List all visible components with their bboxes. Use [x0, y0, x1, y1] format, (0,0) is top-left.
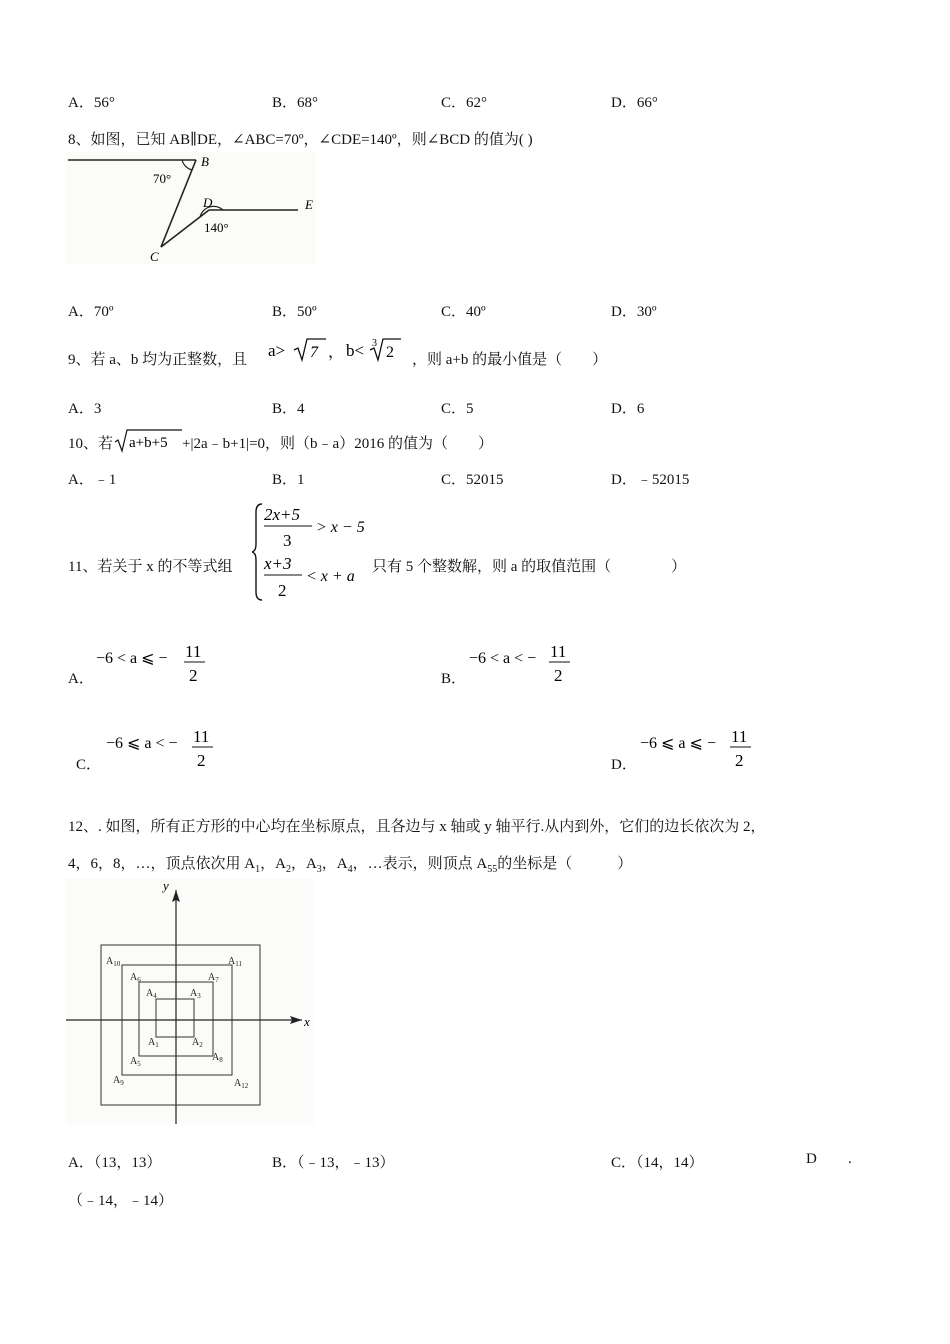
svg-text:2: 2 [197, 751, 206, 770]
q9-option-a: A．3 [68, 401, 102, 417]
q7-option-a: A．56° [68, 95, 115, 111]
q8-option-b: B．50º [272, 304, 317, 320]
q10-suffix: +|2a﹣b+1|=0，则（b﹣a）2016 的值为（ ） [182, 436, 493, 452]
q9-suffix: ，则 a+b 的最小值是（ ） [412, 352, 608, 368]
svg-text:11: 11 [550, 642, 567, 661]
svg-text:11: 11 [731, 727, 748, 746]
q9-condition [268, 334, 410, 366]
label-a8: $A_8$ [212, 1052, 223, 1064]
q8-figure [66, 152, 316, 264]
q10-prefix: 10、若 [68, 436, 114, 452]
svg-text:−6 < a ⩽ −: −6 < a ⩽ − [96, 650, 168, 667]
q11-option-c-letter: C． [76, 757, 102, 773]
q12-option-d-dot: . [848, 1151, 852, 1167]
svg-text:x: x [304, 1014, 310, 1029]
q11-option-a-letter: A． [68, 671, 94, 687]
q10-sqrt [114, 427, 184, 455]
q9-option-b: B．4 [272, 401, 305, 417]
svg-text:< x + a: < x + a [306, 568, 355, 585]
q11-option-b-expr [467, 637, 587, 687]
svg-text:2: 2 [386, 344, 394, 361]
svg-text:3: 3 [372, 338, 377, 349]
label-c: C [150, 249, 159, 264]
q12-option-d-value: （﹣14，﹣14） [68, 1193, 174, 1209]
label-a4: $A_4$ [146, 988, 157, 1000]
label-a2: $A_2$ [192, 1037, 203, 1049]
q11-suffix: 只有 5 个整数解，则 a 的取值范围（ ） [372, 559, 687, 575]
svg-text:7: 7 [310, 344, 318, 361]
label-a3: $A_3$ [190, 988, 201, 1000]
label-e: E [305, 197, 313, 212]
q9-option-d: D．6 [611, 401, 645, 417]
q7-option-d: D．66° [611, 95, 658, 111]
q11-system [252, 500, 372, 604]
q10-option-b: B．1 [272, 472, 305, 488]
svg-text:2: 2 [278, 581, 287, 600]
q12-line1: 12、. 如图，所有正方形的中心均在坐标原点，且各边与 x 轴或 y 轴平行.从内到外，它们的边长依次为 2， [68, 819, 766, 835]
label-70: 70° [153, 171, 172, 186]
q8-option-c: C．40º [441, 304, 486, 320]
svg-text:−6 ⩽ a ⩽ −: −6 ⩽ a ⩽ − [640, 735, 716, 752]
q10-option-a: A．﹣1 [68, 472, 117, 488]
svg-text:b<: b< [346, 341, 365, 360]
label-a11: $A_{11}$ [228, 956, 242, 968]
svg-text:2: 2 [554, 666, 563, 685]
label-140: 140° [204, 220, 229, 235]
svg-text:3: 3 [283, 531, 292, 550]
q11-prefix: 11、若关于 x 的不等式组 [68, 559, 233, 575]
q8-option-d: D．30º [611, 304, 657, 320]
q7-option-c: C．62° [441, 95, 488, 111]
q11-option-b-letter: B． [441, 671, 467, 687]
svg-text:> x − 5: > x − 5 [316, 519, 365, 536]
q12-figure [66, 878, 314, 1124]
q11-option-d-expr [638, 722, 758, 772]
svg-text:−6 < a < −: −6 < a < − [469, 650, 537, 667]
svg-text:x+3: x+3 [264, 554, 292, 573]
q11-option-d-letter: D． [611, 757, 637, 773]
q9-option-c: C．5 [441, 401, 474, 417]
label-a9: $A_9$ [113, 1075, 124, 1087]
label-a1: $A_1$ [148, 1037, 159, 1049]
svg-text:a>: a> [268, 341, 286, 360]
q10-option-c: C．52015 [441, 472, 504, 488]
label-a6: $A_6$ [130, 972, 141, 984]
q12-line2: 4，6，8，…，顶点依次用 $A_1$，$A_2$，$A_3$，$A_4$，…表示，则顶点 $A_{55}$的坐标是（ ） [68, 856, 633, 875]
q7-option-b: B．68° [272, 95, 319, 111]
q9-question: 9、若 a、b 均为正整数，且 [68, 352, 248, 368]
q8-option-a: A．70º [68, 304, 114, 320]
q12-option-b: B．（﹣13，﹣13） [272, 1155, 395, 1171]
q10-option-d: D．﹣52015 [611, 472, 690, 488]
q11-option-c-expr [104, 722, 224, 772]
svg-text:，: ， [328, 344, 345, 361]
q12-option-a: A．（13，13） [68, 1155, 162, 1171]
q12-option-d-letter: D [806, 1151, 817, 1167]
q8-question: 8、如图，已知 AB∥DE，∠ABC=70º，∠CDE=140º，则∠BCD 的值为( ) [68, 132, 533, 148]
label-a10: $A_{10}$ [106, 956, 121, 968]
svg-text:a+b+5: a+b+5 [129, 435, 168, 451]
svg-text:11: 11 [193, 727, 210, 746]
label-a12: $A_{12}$ [234, 1078, 249, 1090]
label-a5: $A_5$ [130, 1056, 141, 1068]
q12-option-c: C．（14，14） [611, 1155, 704, 1171]
label-d: D [203, 195, 213, 210]
svg-text:2: 2 [735, 751, 744, 770]
svg-text:−6 ⩽ a < −: −6 ⩽ a < − [106, 735, 178, 752]
svg-text:11: 11 [185, 642, 202, 661]
label-a7: $A_7$ [208, 972, 219, 984]
q11-option-a-expr [94, 637, 214, 687]
svg-text:y: y [163, 878, 169, 893]
svg-text:2x+5: 2x+5 [264, 505, 301, 524]
label-b: B [201, 154, 209, 169]
svg-text:2: 2 [189, 666, 198, 685]
